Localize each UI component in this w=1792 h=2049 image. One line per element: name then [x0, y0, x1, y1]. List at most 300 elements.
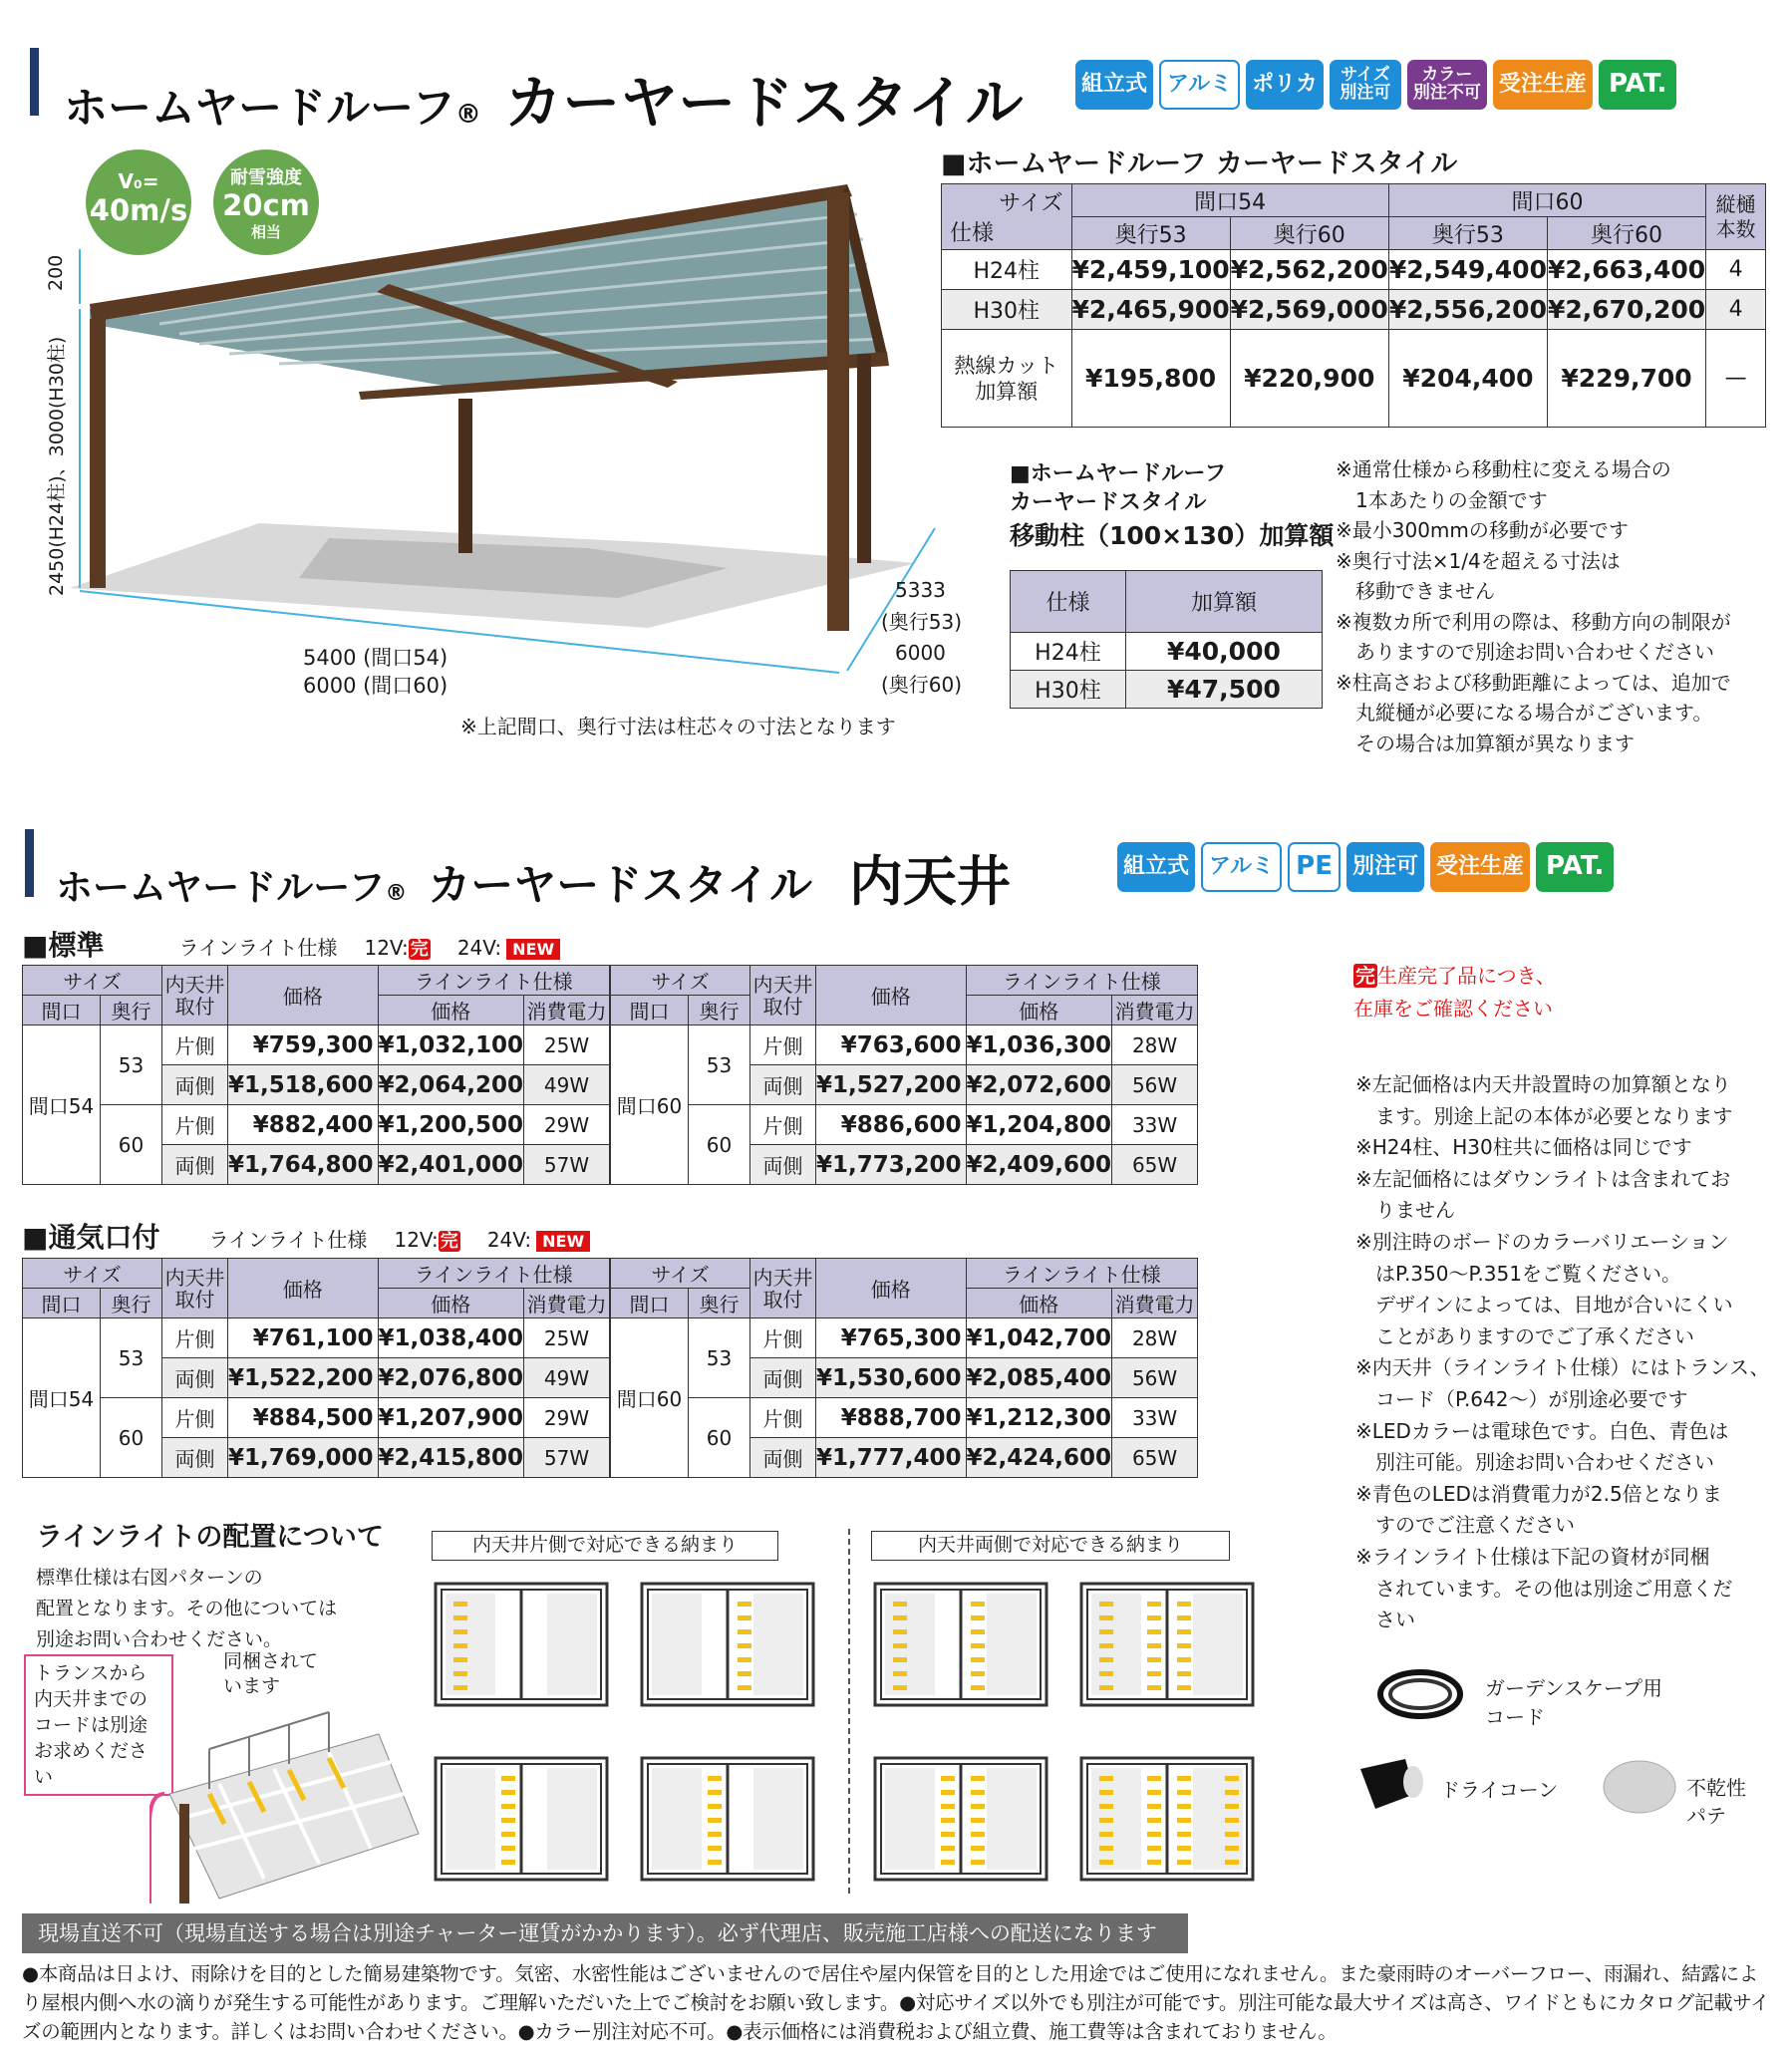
putty-icon [1600, 1752, 1679, 1822]
line-light-mark [1099, 1804, 1113, 1809]
line-light-mark [971, 1804, 985, 1809]
mount-side-cell: 片側 [162, 1025, 228, 1065]
table-row [23, 1025, 610, 1065]
power-cell: 29W [524, 1105, 610, 1145]
header-price: 価格 [228, 966, 379, 1025]
line-light-mark [971, 1832, 985, 1837]
line-light-mark [1177, 1804, 1191, 1809]
badge-made-to-order: 受注生産 [1430, 842, 1530, 892]
main-price-table [941, 183, 1766, 428]
table-row [611, 1398, 1198, 1438]
price-cell: ¥759,300 [228, 1025, 379, 1065]
line-price-cell: ¥1,207,900 [378, 1398, 524, 1438]
price-cell: ¥2,459,100 [1071, 250, 1230, 290]
table-row [1011, 633, 1323, 671]
badge-polycarbonate: ポリカ [1246, 60, 1324, 110]
transformer-cord [149, 1794, 164, 1903]
line-light-mark [941, 1790, 955, 1795]
section2-title [56, 839, 1011, 916]
mount-side-cell: 片側 [750, 1025, 816, 1065]
header-width-54: 間口54 [1071, 184, 1388, 217]
power-cell: 57W [524, 1145, 610, 1185]
line-light-mark [893, 1602, 907, 1607]
power-cell: 65W [1112, 1438, 1198, 1478]
standard-tables [22, 965, 1198, 1185]
line-light-mark [971, 1846, 985, 1851]
line-price-cell: ¥1,038,400 [378, 1318, 524, 1358]
price-cell: ¥2,465,900 [1071, 290, 1230, 330]
footer-disclaimer: ●本商品は日よけ、雨除けを目的とした簡易建築物です。気密、水密性能はございませんので居住や屋内保管を目的とした用途ではご使用になれません。また豪雨時のオーバーフロー、雨漏れ、結露により屋根内側へ水の滴りが発生する可能性があります。ご理解いただいた上でご検討をお願い致します。●対応サイズ以外でも別注が可能です。別注可能な最大サイズは高さ、ワイドともにカタログ記載サイズの範囲内となります。詳しくはお問い合わせください。●カラー別注対応不可。●表示価格には消費税および組立費、施工費等は含まれておりません。 [22, 1962, 1770, 2043]
line-price-cell: ¥1,204,800 [966, 1105, 1112, 1145]
power-cell: 28W [1112, 1318, 1198, 1358]
badge-color-nocustom: カラー 別注不可 [1407, 60, 1487, 110]
line-light-mark [1147, 1846, 1161, 1851]
depth-cell: 60 [689, 1398, 750, 1478]
price-cell: ¥40,000 [1125, 633, 1322, 671]
moving-col-spec: 仕様 [1011, 571, 1126, 633]
price-cell: ¥1,769,000 [228, 1438, 379, 1478]
dry-cone-label: ドライコーン [1440, 1778, 1559, 1802]
layout-divider [848, 1529, 850, 1894]
price-cell: ¥195,800 [1071, 330, 1230, 428]
new-badge: NEW [536, 1231, 590, 1252]
line-price-cell: ¥2,409,600 [966, 1145, 1112, 1185]
price-cell: ¥204,400 [1388, 330, 1547, 428]
price-cell: ¥761,100 [228, 1318, 379, 1358]
ceiling-perspective-illustration [149, 1694, 429, 1903]
line-price-cell: ¥2,085,400 [966, 1358, 1112, 1398]
line-light-mark [971, 1776, 985, 1781]
line-light-mark [708, 1790, 722, 1795]
header-ceiling-mount: 内天井取付 [750, 966, 816, 1025]
line-light-mark [1099, 1776, 1113, 1781]
width-cell: 間口60 [611, 1025, 689, 1185]
header-line-price: 価格 [378, 996, 524, 1025]
section1-title [64, 56, 1024, 140]
header-line-light: ラインライト仕様 [378, 1259, 610, 1289]
header-width: 間口 [23, 996, 101, 1025]
depth-cell: 60 [101, 1105, 162, 1185]
line-light-mark [738, 1629, 751, 1634]
header-depth: 奥行 [101, 1289, 162, 1318]
header-size: サイズ [611, 966, 750, 996]
mount-side-cell: 両側 [750, 1065, 816, 1105]
line-light-mark [453, 1615, 467, 1620]
line-light-mark [708, 1818, 722, 1823]
header-depth-60a: 奥行60 [1230, 217, 1388, 250]
header-power: 消費電力 [1112, 1289, 1198, 1318]
table-row [942, 290, 1766, 330]
count-cell: 4 [1706, 290, 1766, 330]
both-side-label: 内天井両側で対応できる納まり [871, 1531, 1230, 1561]
width-cell: 間口54 [23, 1318, 101, 1478]
line-light-mark [1147, 1790, 1161, 1795]
price-cell: ¥884,500 [228, 1398, 379, 1438]
section1-badges [1075, 60, 1676, 110]
header-depth-60b: 奥行60 [1547, 217, 1705, 250]
line-light-mark [708, 1776, 722, 1781]
line-light-mark [738, 1643, 751, 1648]
mount-side-cell: 片側 [162, 1105, 228, 1145]
line-light-mark [1147, 1818, 1161, 1823]
discontinued-text-2: 在庫をご確認ください [1353, 997, 1553, 1021]
pillar [179, 1804, 189, 1903]
header-line-price: 価格 [966, 996, 1112, 1025]
line-light-mark [1147, 1602, 1161, 1607]
wind-label: V₀= [118, 169, 159, 193]
line-light-mark [1099, 1685, 1113, 1690]
line-light-mark [1177, 1602, 1191, 1607]
line-light-mark [971, 1818, 985, 1823]
snow-sub: 相当 [250, 223, 281, 241]
pillar-front-right [827, 192, 849, 631]
power-cell: 25W [524, 1025, 610, 1065]
line-light-mark [1099, 1860, 1113, 1865]
line-light-mark [1225, 1776, 1239, 1781]
title-bar [30, 48, 39, 116]
line-light-mark [1177, 1657, 1191, 1662]
header-depth: 奥行 [101, 996, 162, 1025]
title-bar-2 [25, 829, 34, 897]
header-size: サイズ [23, 1259, 162, 1289]
snow-resistance-circle [213, 149, 319, 255]
title-sub: カーヤードスタイル [428, 861, 813, 911]
line-light-mark [1099, 1643, 1113, 1648]
badge-kumitate: 組立式 [1075, 60, 1153, 110]
header-downpipe-count: 縦樋本数 [1706, 184, 1766, 250]
line-price-cell: ¥2,072,600 [966, 1065, 1112, 1105]
line-light-mark [1177, 1685, 1191, 1690]
std-line-label: ラインライト仕様 [178, 936, 338, 960]
layout-pattern-8 [1077, 1754, 1257, 1884]
line-price-cell: ¥2,424,600 [966, 1438, 1112, 1478]
power-cell: 56W [1112, 1358, 1198, 1398]
row-spec: H24柱 [942, 250, 1072, 290]
count-cell: — [1706, 330, 1766, 428]
line-light-mark [1099, 1818, 1113, 1823]
header-size: サイズ [611, 1259, 750, 1289]
snow-label: 耐雪強度 [230, 167, 302, 188]
line-light-mark [1225, 1790, 1239, 1795]
wind-resistance-circle [86, 149, 191, 255]
price-table-heading: ■ホームヤードルーフ カーヤードスタイル [941, 148, 1458, 179]
table-row [611, 1105, 1198, 1145]
header-depth: 奥行 [689, 996, 750, 1025]
line-light-mark [1225, 1818, 1239, 1823]
line-light-mark [1177, 1615, 1191, 1620]
line-price-cell: ¥1,212,300 [966, 1398, 1112, 1438]
mount-side-cell: 片側 [750, 1398, 816, 1438]
line-light-mark [971, 1790, 985, 1795]
price-cell: ¥1,773,200 [816, 1145, 967, 1185]
header-price: 価格 [228, 1259, 379, 1318]
table-row [23, 1318, 610, 1358]
line-light-mark [893, 1685, 907, 1690]
line-light-mark [501, 1832, 515, 1837]
price-cell: ¥2,569,000 [1230, 290, 1388, 330]
line-price-cell: ¥1,036,300 [966, 1025, 1112, 1065]
vent-line-label: ラインライト仕様 [208, 1228, 368, 1252]
cord-icon [1370, 1654, 1470, 1734]
section2-badges [1117, 842, 1614, 892]
line-light-mark [1225, 1804, 1239, 1809]
power-cell: 49W [524, 1358, 610, 1398]
discontinued-text: 生産完了品につき、 [1377, 964, 1556, 988]
wind-value: 40m/s [89, 193, 188, 227]
line-light-mark [1147, 1832, 1161, 1837]
line-light-mark [1225, 1860, 1239, 1865]
line-light-mark [708, 1832, 722, 1837]
width-cell: 間口60 [611, 1318, 689, 1478]
count-cell: 4 [1706, 250, 1766, 290]
mount-side-cell: 両側 [162, 1065, 228, 1105]
price-cell: ¥765,300 [816, 1318, 967, 1358]
vent-tables [22, 1258, 1198, 1478]
header-price: 価格 [816, 966, 967, 1025]
line-light-mark [941, 1860, 955, 1865]
line-light-mark [941, 1832, 955, 1837]
mount-side-cell: 両側 [750, 1358, 816, 1398]
title-tail: 内天井 [848, 850, 1011, 913]
moving-col-price: 加算額 [1125, 571, 1322, 633]
mount-side-cell: 片側 [162, 1318, 228, 1358]
line-light-mark [708, 1860, 722, 1865]
price-cell: ¥1,530,600 [816, 1358, 967, 1398]
line-light-mark [971, 1671, 985, 1676]
line-light-mark [971, 1643, 985, 1648]
badge-size-custom: サイズ 別注可 [1330, 60, 1401, 110]
std-heading: ■標準 [22, 929, 105, 962]
price-cell: ¥2,549,400 [1388, 250, 1547, 290]
line-light-mark [453, 1671, 467, 1676]
moving-heading [1010, 459, 1334, 550]
line-light-mark [708, 1804, 722, 1809]
header-depth-53b: 奥行53 [1388, 217, 1547, 250]
badge-custom: 別注可 [1346, 842, 1424, 892]
new-badge: NEW [506, 939, 560, 960]
line-price-cell: ¥2,076,800 [378, 1358, 524, 1398]
badge-pe: PE [1288, 842, 1341, 892]
line-light-mark [1177, 1629, 1191, 1634]
line-light-mark [453, 1657, 467, 1662]
reg-mark: ® [385, 881, 408, 906]
power-cell: 33W [1112, 1105, 1198, 1145]
header-depth: 奥行 [689, 1289, 750, 1318]
mount-side-cell: 両側 [750, 1438, 816, 1478]
vent-heading-row [22, 1216, 590, 1256]
line-light-mark [738, 1685, 751, 1690]
price-cell: ¥229,700 [1547, 330, 1705, 428]
table-row [942, 250, 1766, 290]
snow-value: 20cm [222, 188, 310, 222]
price-cell: ¥2,556,200 [1388, 290, 1547, 330]
pillar-front-left [90, 319, 106, 588]
header-power: 消費電力 [1112, 996, 1198, 1025]
ceiling-price-table [22, 1258, 610, 1478]
discontinued-mark: 完 [1355, 964, 1375, 988]
std-12v: 12V: [364, 936, 409, 960]
line-light-mark [1147, 1685, 1161, 1690]
line-light-mark [941, 1846, 955, 1851]
power-cell: 25W [524, 1318, 610, 1358]
line-light-mark [738, 1671, 751, 1676]
dim-pillar: 2450(H24柱)、3000(H30柱) [46, 336, 68, 596]
header-ceiling-mount: 内天井取付 [162, 1259, 228, 1318]
line-light-mark [501, 1818, 515, 1823]
price-cell: ¥882,400 [228, 1105, 379, 1145]
table-row [23, 1398, 610, 1438]
layout-pattern-7 [871, 1754, 1050, 1884]
header-width: 間口 [611, 1289, 689, 1318]
line-light-mark [893, 1671, 907, 1676]
line-light-mark [1099, 1657, 1113, 1662]
dry-cone-icon [1355, 1754, 1435, 1814]
header-ceiling-mount: 内天井取付 [162, 966, 228, 1025]
line-light-mark [1099, 1629, 1113, 1634]
line-price-cell: ¥1,200,500 [378, 1105, 524, 1145]
header-line-light: ラインライト仕様 [378, 966, 610, 996]
line-light-mark [501, 1846, 515, 1851]
line-light-mark [1099, 1671, 1113, 1676]
corner-cell [942, 184, 1072, 250]
line-light-mark [971, 1602, 985, 1607]
depth-cell: 60 [689, 1105, 750, 1185]
line-light-mark [708, 1846, 722, 1851]
title-main: ホームヤードルーフ [56, 866, 386, 909]
depth-cell: 60 [101, 1398, 162, 1478]
ceiling-notes: ※左記価格は内天井設置時の加算額となり ます。別途上記の本体が必要となります ※H24柱、H30柱共に価格は同じです ※左記価格にはダウンライトは含まれてお りません ※別注時のボードのカラーバリエーション はP.350～P.351をご覧ください。 デザインによっては、目地が合いにくい ことがありますのでご了承ください ※内天井（ラインライト仕様）にはトランス、 コード（P.642～）が別途必要です ※LEDカラーは電球色です。白色、青色は 別注可能。別途お問い合わせください ※青色のLEDは消費電力が2.5倍となりま すのでご注意ください ※ラインライト仕様は下記の資材が同梱 されています。その他は別途ご用意くだ さい [1355, 1072, 1770, 1632]
line-price-cell: ¥2,401,000 [378, 1145, 524, 1185]
dim-depth-60: 6000 [895, 641, 946, 665]
price-cell: ¥763,600 [816, 1025, 967, 1065]
power-cell: 33W [1112, 1398, 1198, 1438]
layout-description: 標準仕様は右図パターンの 配置となります。その他については 別途お問い合わせください。 [36, 1567, 338, 1650]
header-width: 間口 [23, 1289, 101, 1318]
header-power: 消費電力 [524, 1289, 610, 1318]
price-cell: ¥1,527,200 [816, 1065, 967, 1105]
bundled-label: 同梱されて います [223, 1650, 319, 1697]
line-light-mark [1099, 1790, 1113, 1795]
corner-spec: 仕様 [950, 221, 995, 246]
std-24v: 24V: [456, 936, 502, 960]
moving-heading-1: ■ホームヤードルーフ [1010, 461, 1227, 486]
row-spec: 熱線カット加算額 [942, 330, 1072, 428]
title-main: ホームヤードルーフ [64, 83, 455, 134]
dim-width-60: 6000 (間口60) [303, 674, 448, 698]
mount-side-cell: 両側 [162, 1358, 228, 1398]
ceiling-price-table [610, 1258, 1198, 1478]
delivery-banner: 現場直送不可（現場直送する場合は別途チャーター運賃がかかります）。必ず代理店、販売施工店様への配送になります [22, 1913, 1188, 1953]
power-cell: 56W [1112, 1065, 1198, 1105]
layout-pattern-4 [638, 1754, 817, 1884]
layout-pattern-5 [871, 1580, 1050, 1709]
discontinued-mark: 完 [410, 939, 429, 960]
depth-cell: 53 [689, 1025, 750, 1105]
line-light-mark [1099, 1846, 1113, 1851]
line-light-mark [501, 1804, 515, 1809]
dim-depth-53: 5333 [895, 578, 946, 602]
layout-pattern-1 [432, 1580, 611, 1709]
ceiling-price-table [22, 965, 610, 1185]
line-light-mark [501, 1860, 515, 1865]
price-cell: ¥2,562,200 [1230, 250, 1388, 290]
moving-heading-2: カーヤードスタイル [1010, 490, 1207, 515]
price-cell: ¥1,764,800 [228, 1145, 379, 1185]
line-light-mark [1099, 1832, 1113, 1837]
power-cell: 49W [524, 1065, 610, 1105]
dim-width-54: 5400 (間口54) [303, 646, 448, 670]
layout-pattern-2 [638, 1580, 817, 1709]
price-cell: ¥886,600 [816, 1105, 967, 1145]
row-spec: H30柱 [942, 290, 1072, 330]
vent-12v: 12V: [394, 1228, 439, 1252]
line-light-mark [971, 1860, 985, 1865]
line-light-mark [893, 1615, 907, 1620]
line-light-mark [1099, 1602, 1113, 1607]
line-light-mark [738, 1615, 751, 1620]
line-light-mark [1177, 1643, 1191, 1648]
line-price-cell: ¥2,415,800 [378, 1438, 524, 1478]
pillar-back-left [458, 399, 472, 553]
line-light-mark [501, 1790, 515, 1795]
ceiling-price-table [610, 965, 1198, 1185]
line-light-mark [501, 1776, 515, 1781]
table-row [1011, 671, 1323, 709]
cord-label: ガーデンスケープ用 コード [1485, 1676, 1662, 1729]
line-light-mark [1147, 1643, 1161, 1648]
line-light-mark [738, 1602, 751, 1607]
price-cell: ¥1,522,200 [228, 1358, 379, 1398]
discontinued-mark: 完 [440, 1231, 458, 1252]
pillar-back-right [857, 354, 871, 563]
discontinued-note [1353, 960, 1556, 1025]
moving-pillar-table [1010, 570, 1323, 709]
title-sub: カーヤードスタイル [504, 69, 1024, 137]
mount-side-cell: 片側 [162, 1398, 228, 1438]
power-cell: 65W [1112, 1145, 1198, 1185]
table-row [23, 1105, 610, 1145]
line-light-mark [971, 1629, 985, 1634]
dim-height: 200 [45, 254, 67, 291]
power-cell: 28W [1112, 1025, 1198, 1065]
mount-side-cell: 両側 [750, 1145, 816, 1185]
depth-cell: 53 [101, 1318, 162, 1398]
badge-pat: PAT. [1536, 842, 1614, 892]
reg-mark: ® [454, 100, 481, 130]
price-cell: ¥1,777,400 [816, 1438, 967, 1478]
line-light-mark [1177, 1776, 1191, 1781]
vent-24v: 24V: [486, 1228, 532, 1252]
line-light-mark [1147, 1629, 1161, 1634]
dim-depth-53-label: (奥行53) [881, 610, 963, 634]
badge-aluminum: アルミ [1201, 842, 1282, 892]
line-price-cell: ¥1,042,700 [966, 1318, 1112, 1358]
header-price: 価格 [816, 1259, 967, 1318]
line-light-mark [1177, 1818, 1191, 1823]
power-cell: 57W [524, 1438, 610, 1478]
price-cell: ¥2,670,200 [1547, 290, 1705, 330]
width-cell: 間口54 [23, 1025, 101, 1185]
transformer-callout: トランスから 内天井までの コードは別途 お求めください [24, 1654, 173, 1796]
line-light-mark [1147, 1776, 1161, 1781]
header-ceiling-mount: 内天井取付 [750, 1259, 816, 1318]
line-light-mark [1147, 1657, 1161, 1662]
line-light-mark [1177, 1790, 1191, 1795]
mount-side-cell: 片側 [750, 1318, 816, 1358]
badge-pat: PAT. [1599, 60, 1676, 110]
table-row [611, 1318, 1198, 1358]
line-light-mark [1177, 1860, 1191, 1865]
